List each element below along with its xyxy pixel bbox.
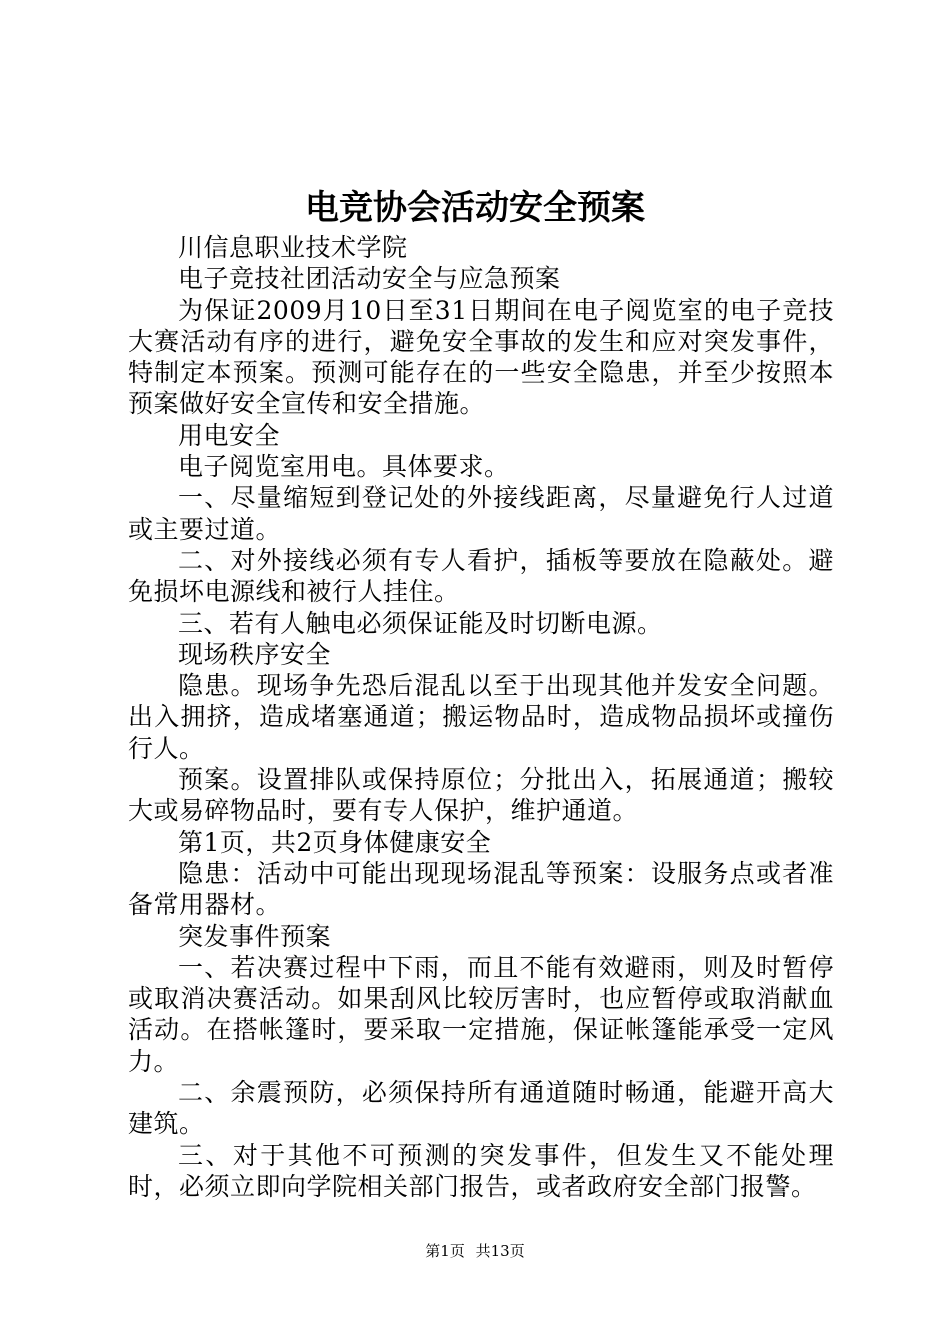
paragraph: 川信息职业技术学院 bbox=[178, 233, 408, 262]
paragraph: 隐患：活动中可能出现现场混乱等预案：设服务点或者准备常用器材。 bbox=[128, 858, 834, 920]
paragraph: 第1页，共2页身体健康安全 bbox=[178, 827, 492, 857]
paragraph: 为保证2009月10日至31日期间在电子阅览室的电子竞技大赛活动有序的进行，避免安全事故的发生和应对突发事件，特制定本预案。预测可能存在的一些安全隐患，并至少按照本预案做好安全宣传和安全措施。 bbox=[128, 295, 834, 419]
page-footer bbox=[0, 1241, 950, 1261]
paragraph: 三、若有人触电必须保证能及时切断电源。 bbox=[178, 608, 663, 638]
paragraph: 一、若决赛过程中下雨，而且不能有效避雨，则及时暂停或取消决赛活动。如果刮风比较厉害时，也应暂停或取消献血活动。在搭帐篷时，要采取一定措施，保证帐篷能承受一定风力。 bbox=[128, 952, 834, 1076]
document-body bbox=[128, 232, 834, 1202]
paragraph: 一、尽量缩短到登记处的外接线距离，尽量避免行人过道或主要过道。 bbox=[128, 483, 834, 544]
paragraph: 隐患。现场争先恐后混乱以至于出现其他并发安全问题。出入拥挤，造成堵塞通道；搬运物品时，造成物品损坏或撞伤行人。 bbox=[128, 671, 834, 763]
paragraph: 三、对于其他不可预测的突发事件，但发生又不能处理时，必须立即向学院相关部门报告，或者政府安全部门报警。 bbox=[128, 1140, 834, 1201]
paragraph: 电子阅览室用电。具体要求。 bbox=[178, 452, 510, 482]
paragraph: 二、对外接线必须有专人看护，插板等要放在隐蔽处。避免损坏电源线和被行人挂住。 bbox=[128, 545, 834, 607]
page-total: 共13页 bbox=[475, 1242, 525, 1260]
paragraph: 预案。设置排队或保持原位；分批出入，拓展通道；搬较大或易碎物品时，要有专人保护，维护通道。 bbox=[128, 765, 834, 826]
page-number: 第1页 bbox=[425, 1242, 465, 1260]
section-heading: 突发事件预案 bbox=[178, 921, 332, 951]
paragraph: 电子竞技社团活动安全与应急预案 bbox=[178, 264, 561, 294]
document-title: 电竞协会活动安全预案 bbox=[305, 188, 645, 228]
section-heading: 用电安全 bbox=[178, 420, 281, 450]
paragraph: 二、余震预防，必须保持所有通道随时畅通，能避开高大建筑。 bbox=[128, 1078, 834, 1139]
section-heading: 现场秩序安全 bbox=[178, 639, 332, 669]
